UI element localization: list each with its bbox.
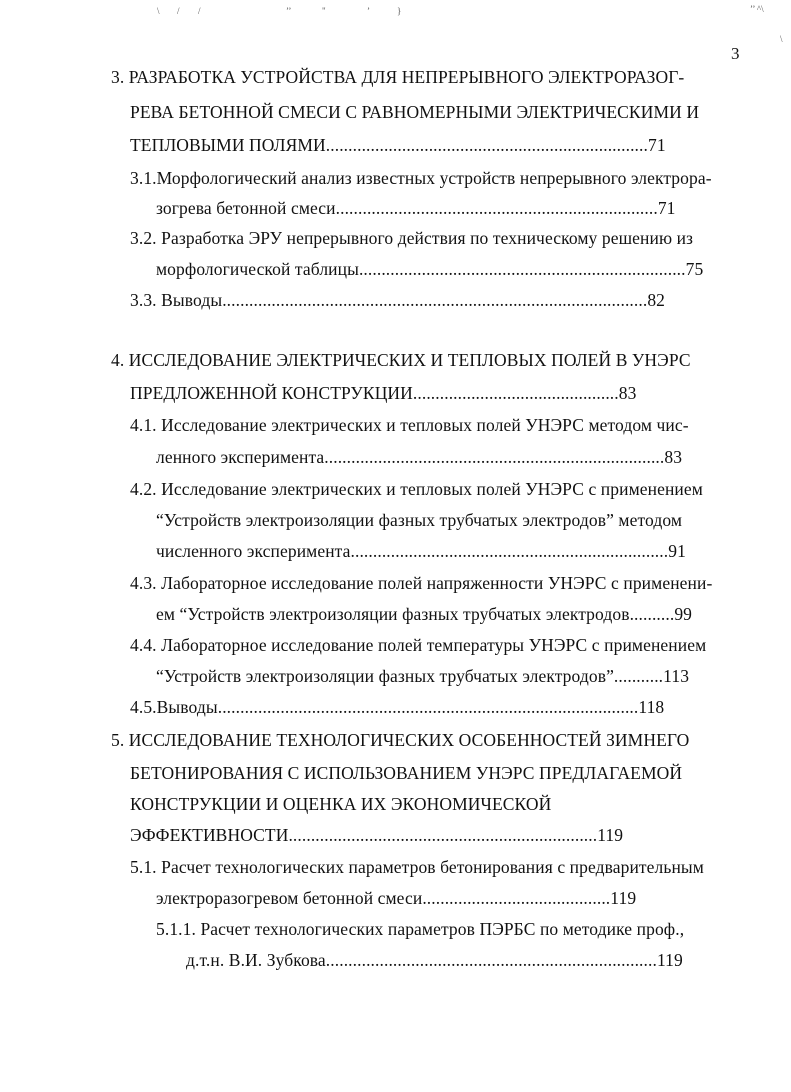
toc-chapter-3-line-3: ТЕПЛОВЫМИ ПОЛЯМИ........................................................................71 <box>130 135 666 155</box>
toc-entry-4-3-line-2: ем “Устройств электроизоляции фазных трубчатых электродов..........99 <box>156 604 693 624</box>
toc-entry-4-5: 4.5.Выводы..............................................................................................118 <box>130 697 665 717</box>
toc-entry-5-1-1-line-1: 5.1.1. Расчет технологических параметров ПЭРБС по методике проф., <box>156 919 685 939</box>
toc-entry-4-4-line-2: “Устройств электроизоляции фазных трубчатых электродов”...........113 <box>156 666 690 686</box>
page-number: 3 <box>731 44 740 63</box>
toc-entry-4-3-line-1: 4.3. Лабораторное исследование полей напряженности УНЭРС с применени- <box>130 573 713 593</box>
toc-entry-5-1-1-line-2: д.т.н. В.И. Зубкова..........................................................................119 <box>186 950 683 970</box>
toc-chapter-4-line-1: 4. ИССЛЕДОВАНИЕ ЭЛЕКТРИЧЕСКИХ И ТЕПЛОВЫХ ПОЛЕЙ В УНЭРС <box>111 350 691 370</box>
toc-entry-4-2-line-3: численного эксперимента.......................................................................91 <box>156 541 686 561</box>
scan-mark: / <box>177 6 180 16</box>
toc-entry-3-1-line-1: 3.1.Морфологический анализ известных устройств непрерывного электрора- <box>130 168 712 188</box>
scan-mark: / <box>198 6 201 16</box>
toc-entry-4-2-line-1: 4.2. Исследование электрических и тепловых полей УНЭРС с применением <box>130 479 703 499</box>
toc-entry-3-2-line-1: 3.2. Разработка ЭРУ непрерывного действия по техническому решению из <box>130 228 694 248</box>
toc-entry-3-1-line-2: зогрева бетонной смеси........................................................................71 <box>156 198 676 218</box>
toc-chapter-4-line-2: ПРЕДЛОЖЕННОЙ КОНСТРУКЦИИ..............................................83 <box>130 383 637 403</box>
toc-chapter-3-line-2: РЕВА БЕТОННОЙ СМЕСИ С РАВНОМЕРНЫМИ ЭЛЕКТРИЧЕСКИМИ И <box>130 102 700 122</box>
toc-entry-5-1-line-1: 5.1. Расчет технологических параметров бетонирования с предварительным <box>130 857 704 877</box>
scan-mark: ’ <box>367 6 370 16</box>
toc-chapter-3-line-1: 3. РАЗРАБОТКА УСТРОЙСТВА ДЛЯ НЕПРЕРЫВНОГО ЭЛЕКТРОРАЗОГ- <box>111 67 685 87</box>
scan-mark: \ <box>780 34 783 44</box>
toc-chapter-5-line-2: БЕТОНИРОВАНИЯ С ИСПОЛЬЗОВАНИЕМ УНЭРС ПРЕДЛАГАЕМОЙ <box>130 763 683 783</box>
toc-entry-3-3: 3.3. Выводы...............................................................................................82 <box>130 290 666 310</box>
toc-chapter-5-line-4: ЭФФЕКТИВНОСТИ.....................................................................119 <box>130 825 624 845</box>
scan-mark: ’’ ^\ <box>750 4 764 14</box>
toc-entry-3-2-line-2: морфологической таблицы.........................................................................75 <box>156 259 704 279</box>
toc-entry-4-2-line-2: “Устройств электроизоляции фазных трубчатых электродов” методом <box>156 510 683 530</box>
scan-mark: } <box>397 6 402 16</box>
scan-mark: " <box>322 6 326 16</box>
toc-chapter-5-line-1: 5. ИССЛЕДОВАНИЕ ТЕХНОЛОГИЧЕСКИХ ОСОБЕННОСТЕЙ ЗИМНЕГО <box>111 730 690 750</box>
toc-entry-5-1-line-2: электроразогревом бетонной смеси..........................................119 <box>156 888 637 908</box>
toc-entry-4-1-line-1: 4.1. Исследование электрических и тепловых полей УНЭРС методом чис- <box>130 415 689 435</box>
toc-entry-4-1-line-2: ленного эксперимента............................................................................83 <box>156 447 683 467</box>
toc-entry-4-4-line-1: 4.4. Лабораторное исследование полей температуры УНЭРС с применением <box>130 635 707 655</box>
scan-mark: ’’ <box>286 6 292 16</box>
toc-chapter-5-line-3: КОНСТРУКЦИИ И ОЦЕНКА ИХ ЭКОНОМИЧЕСКОЙ <box>130 794 552 814</box>
scan-mark: \ <box>157 6 160 16</box>
